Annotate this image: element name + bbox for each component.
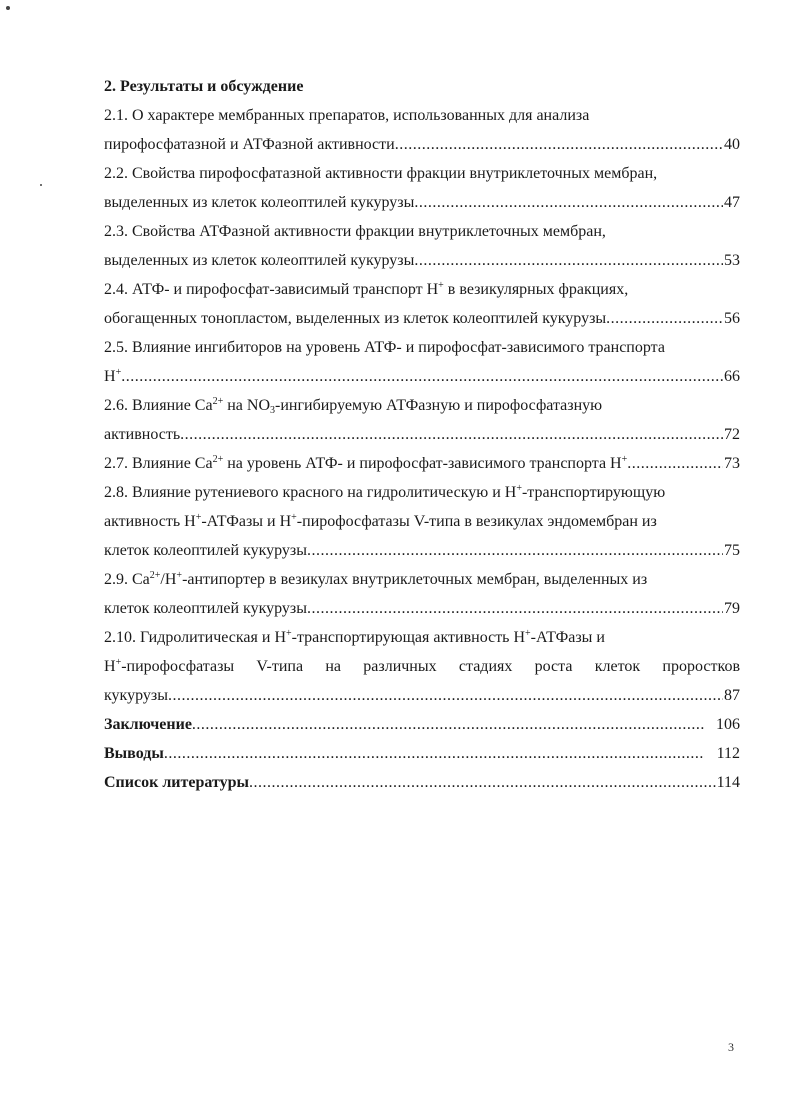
- toc-entry-2-8-title: 2.8. Влияние рутениевого красного на гидролитическую и H+-транспортирующую: [104, 483, 666, 501]
- toc-entry-2-5-leader-line: [104, 362, 740, 391]
- toc-entry-2-9-leader-line: [104, 594, 740, 623]
- toc-entry-2-7-leader-line: [104, 449, 740, 478]
- toc-references: [104, 768, 740, 797]
- toc-entry-text: кукурузы: [104, 687, 168, 704]
- toc-entry-2-4-leader-line: [104, 304, 740, 333]
- page-number: 3: [728, 1040, 734, 1054]
- toc-entry-text: выделенных из клеток колеоптилей кукурузы: [104, 194, 415, 211]
- toc-entry-2-8-leader-line: [104, 536, 740, 565]
- toc-page-number: 112: [716, 745, 740, 762]
- dot-leader: [414, 246, 723, 275]
- toc-page-number: 106: [716, 716, 740, 733]
- toc-entry-2-1-leader-line: [104, 130, 740, 159]
- toc-findings: [104, 739, 740, 768]
- toc-entry-text: Заключение: [104, 716, 192, 733]
- toc-page-number: 72: [724, 426, 740, 443]
- toc-entry-2-3-leader-line: [104, 246, 740, 275]
- dot-leader: [249, 768, 716, 797]
- dot-leader: [307, 536, 723, 565]
- toc-entry-2-10-leader-line: [104, 681, 740, 710]
- toc-entry-text: выделенных из клеток колеоптилей кукурузы: [104, 252, 415, 269]
- toc-page-number: 47: [724, 194, 740, 211]
- toc-page-number: 73: [724, 455, 740, 472]
- toc-entry-2-3-title: 2.3. Свойства АТФазной активности фракции внутриклеточных мембран,: [104, 223, 606, 240]
- dot-leader: [164, 739, 705, 768]
- toc-entry-2-10-title-cont: H+-пирофосфатазы V-типа на различных стадиях роста клеток проростков: [104, 657, 740, 675]
- scan-speck: [6, 6, 10, 10]
- dot-leader: [307, 594, 723, 623]
- dot-leader: [606, 304, 723, 333]
- dot-leader: [627, 449, 723, 478]
- toc-entry-2-4-title: 2.4. АТФ- и пирофосфат-зависимый транспорт H+ в везикулярных фракциях,: [104, 280, 629, 298]
- toc-entry-text: Выводы: [104, 745, 164, 762]
- dot-leader: [180, 420, 723, 449]
- toc-entry-text: H+: [104, 367, 122, 385]
- toc-entry-2-10-title: 2.10. Гидролитическая и H+-транспортирующая активность H+-АТФазы и: [104, 628, 605, 646]
- toc-page-number: 40: [724, 136, 740, 153]
- dot-leader: [395, 130, 723, 159]
- toc-page-number: 114: [716, 774, 740, 791]
- toc-entry-2-9-title: 2.9. $Ca^{2+}/H^+$-антипортер в везикулах внутриклеточных мембран, выделенных из: [104, 570, 648, 588]
- toc-page-number: 56: [724, 310, 740, 327]
- dot-leader: [168, 681, 723, 710]
- toc-entry-2-5-title: 2.5. Влияние ингибиторов на уровень АТФ- и пирофосфат-зависимого транспорта: [104, 339, 665, 356]
- toc-page-number: 79: [724, 600, 740, 617]
- dot-leader: [414, 188, 723, 217]
- dot-leader: [192, 710, 704, 739]
- toc-entry-text: Список литературы: [104, 774, 249, 791]
- toc-entry-2-1-title: 2.1. О характере мембранных препаратов, использованных для анализа: [104, 107, 590, 124]
- toc-page-number: 66: [724, 368, 740, 385]
- toc-page-number: 87: [724, 687, 740, 704]
- toc-entry-text: клеток колеоптилей кукурузы: [104, 542, 307, 559]
- toc-conclusion: [104, 710, 740, 739]
- section-heading: 2. Результаты и обсуждение: [104, 78, 304, 95]
- toc-entry-text: обогащенных тонопластом, выделенных из клеток колеоптилей кукурузы: [104, 310, 607, 327]
- toc-entry-2-2-title: 2.2. Свойства пирофосфатазной активности фракции внутриклеточных мембран,: [104, 165, 658, 182]
- table-of-contents: [104, 72, 740, 797]
- toc-entry-text: активность: [104, 426, 181, 443]
- toc-entry-2-6-title: 2.6. Влияние $Ca^{2+}$ на $NO_3$-ингибируемую АТФазную и пирофосфатазную: [104, 396, 603, 416]
- toc-entry-2-8-title-cont: активность H+-АТФазы и H+-пирофосфатазы V-типа в везикулах эндомембран из: [104, 512, 657, 530]
- toc-page-number: 53: [724, 252, 740, 269]
- dot-leader: [121, 362, 723, 391]
- toc-entry-text: пирофосфатазной и АТФазной активности: [104, 136, 395, 153]
- toc-entry-2-6-leader-line: [104, 420, 740, 449]
- toc-entry-text: 2.7. Влияние $Ca^{2+}$ на уровень АТФ- и пирофосфат-зависимого транспорта H+: [104, 454, 628, 472]
- toc-page-number: 75: [724, 542, 740, 559]
- toc-entry-2-2-leader-line: [104, 188, 740, 217]
- toc-entry-text: клеток колеоптилей кукурузы: [104, 600, 307, 617]
- scan-speck: [40, 184, 42, 186]
